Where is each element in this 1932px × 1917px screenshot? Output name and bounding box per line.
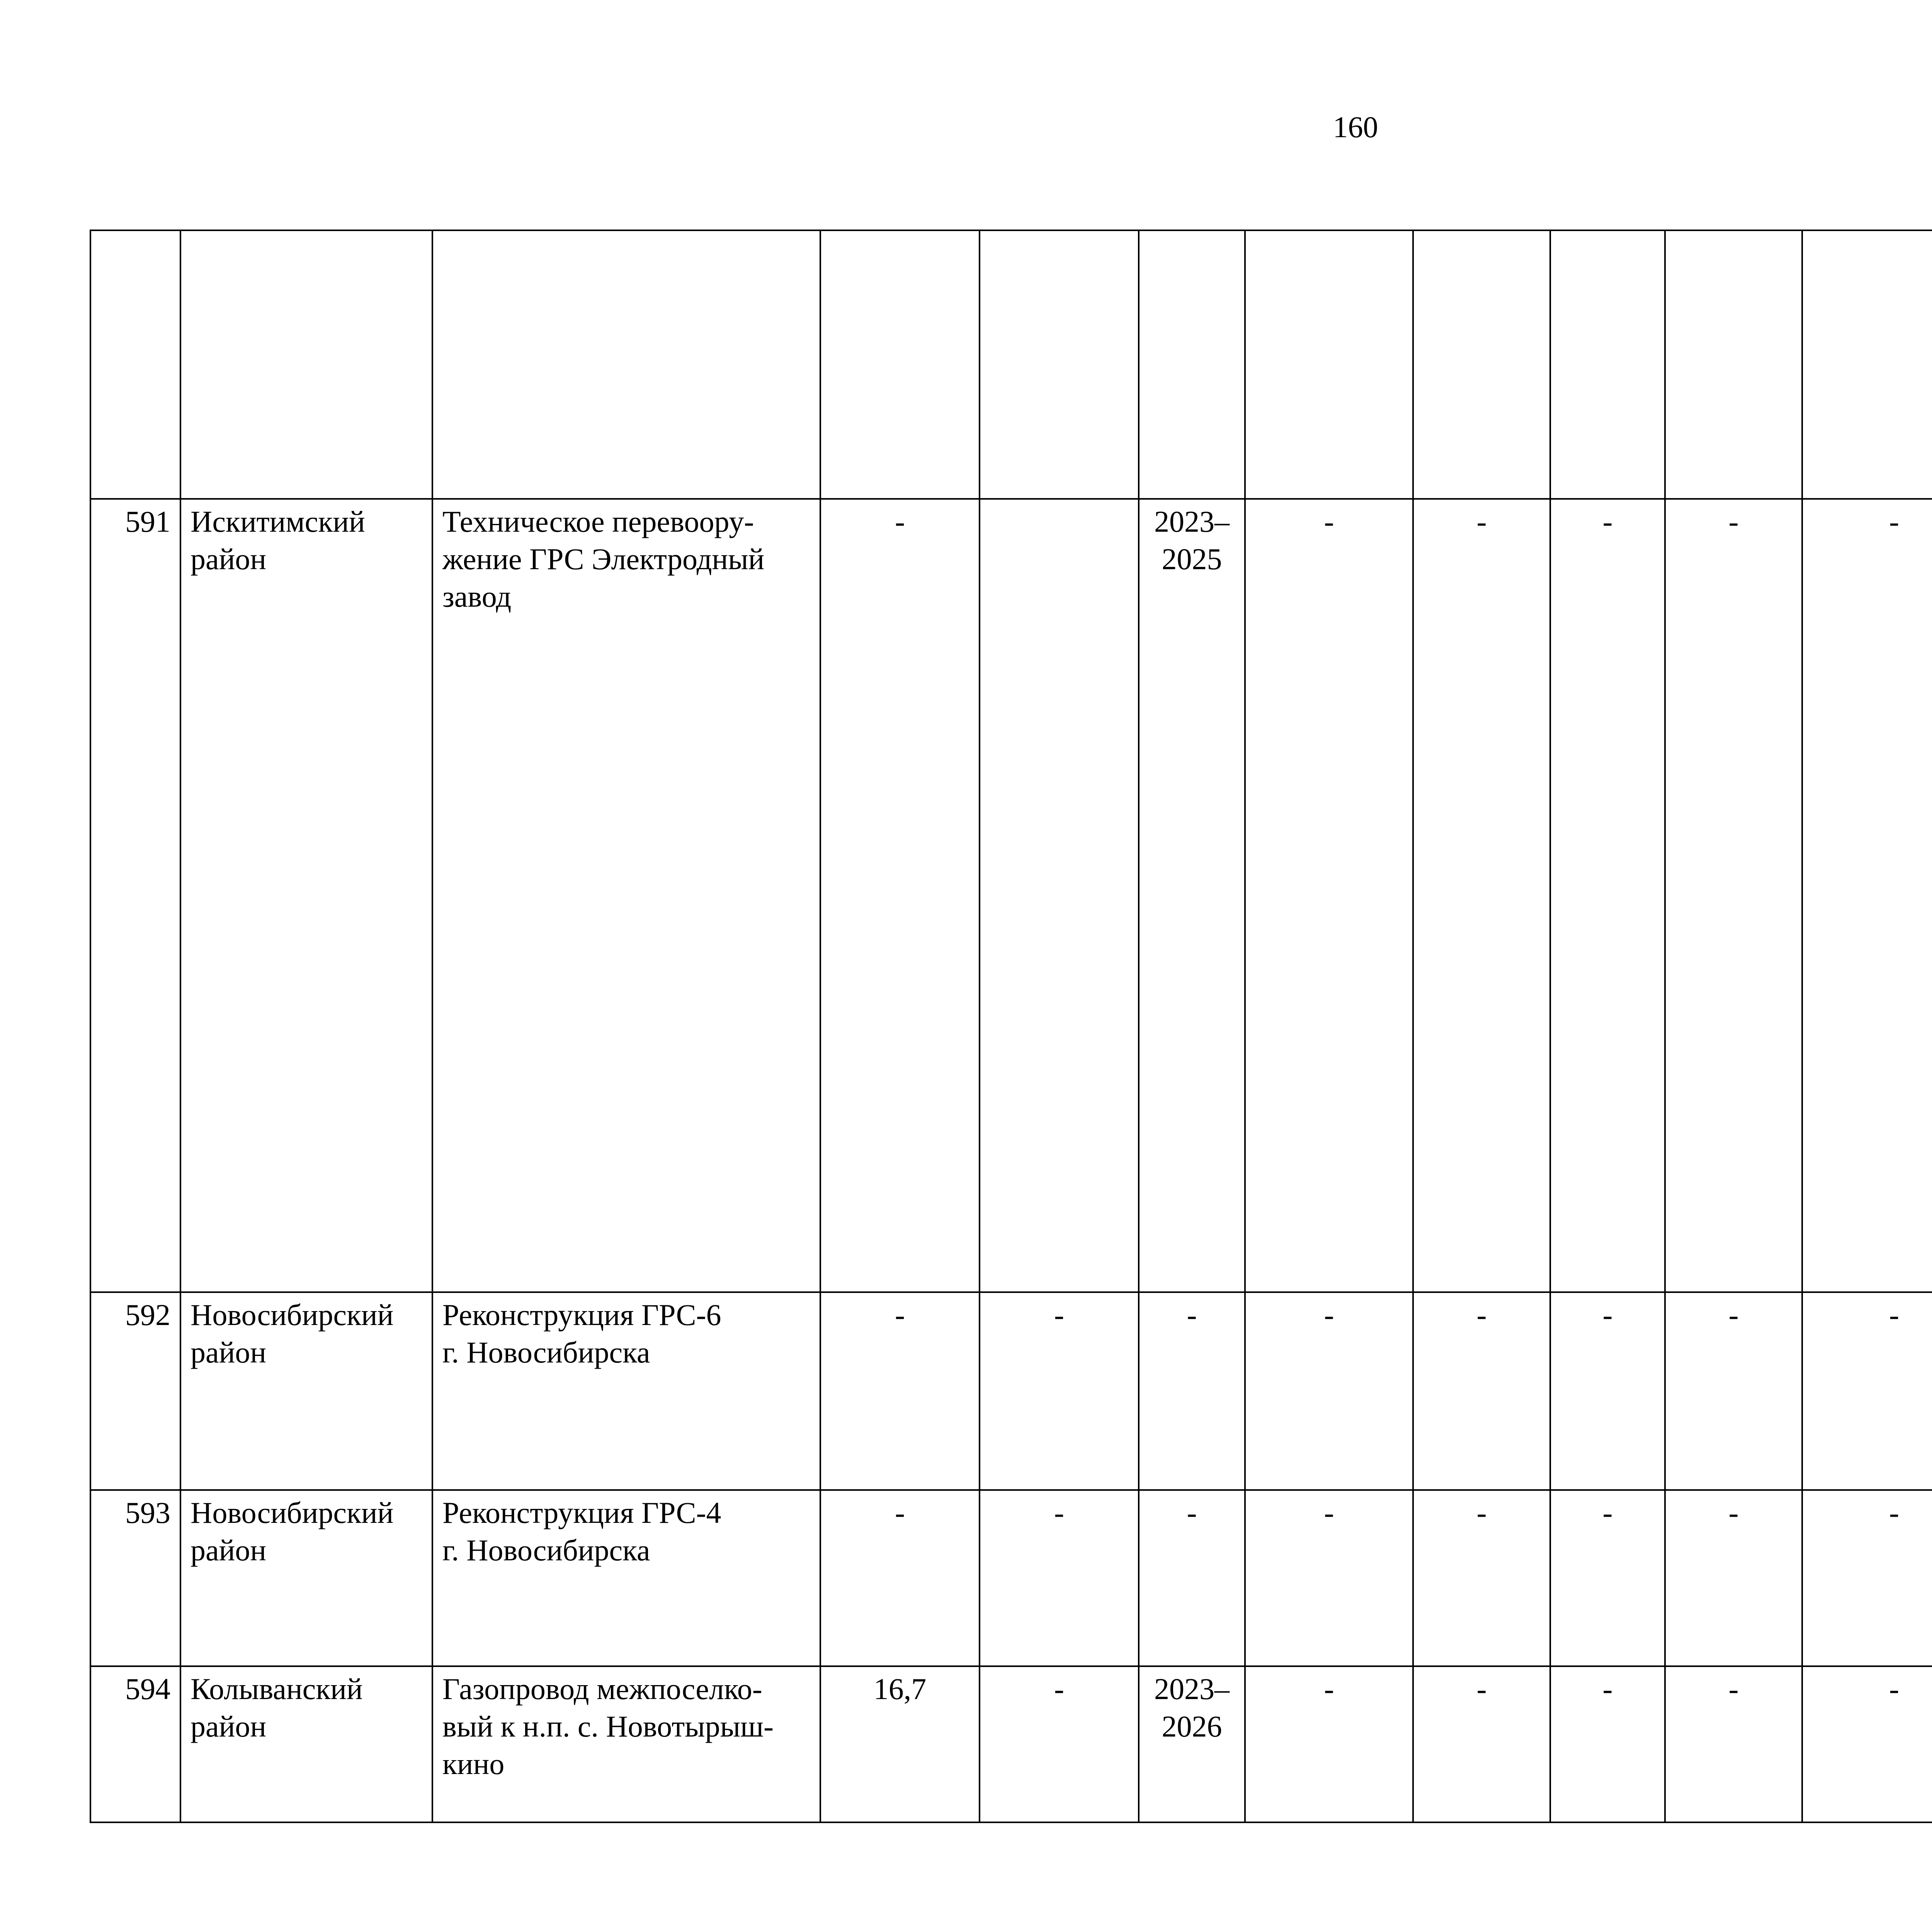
cell-col5 — [980, 499, 1139, 1292]
text-line: район — [190, 1533, 267, 1567]
cell-col5 — [980, 230, 1139, 499]
cell-object — [432, 499, 820, 1292]
cell-col9 — [1550, 230, 1665, 499]
cell-period — [1139, 1490, 1245, 1666]
text-line: Искитимский — [190, 505, 365, 538]
cell-period — [1139, 1292, 1245, 1490]
page-number: 160 — [1333, 110, 1378, 144]
cell-col8: - — [1413, 1666, 1550, 1822]
cell-col5: - — [980, 1490, 1139, 1666]
cell-object — [432, 230, 820, 499]
text-line: район — [190, 1335, 267, 1369]
cell-period — [1139, 230, 1245, 499]
cell-district — [180, 230, 432, 499]
cell-col10 — [1665, 230, 1802, 499]
text-line: - — [1187, 1496, 1197, 1529]
cell-col7 — [1245, 230, 1413, 499]
text-line: Новосибирский — [190, 1298, 394, 1332]
cell-col4 — [820, 230, 980, 499]
cell-object — [432, 1490, 820, 1666]
cell-col10: - — [1665, 1292, 1802, 1490]
text-line: г. Новосибирска — [442, 1533, 650, 1567]
cell-col9: - — [1550, 499, 1665, 1292]
cell-district — [180, 1292, 432, 1490]
table-row — [90, 499, 1932, 1292]
cell-col7: - — [1245, 1666, 1413, 1822]
cell-col8: - — [1413, 499, 1550, 1292]
cell-col9: - — [1550, 1292, 1665, 1490]
data-table — [90, 230, 1932, 1823]
cell-col7: - — [1245, 499, 1413, 1292]
text-line: Газопровод межпоселко- — [442, 1672, 762, 1706]
text-line: 2023– — [1154, 1672, 1230, 1706]
text-line: Новосибирский — [190, 1496, 394, 1529]
cell-col5: - — [980, 1666, 1139, 1822]
text-line: Реконструкция ГРС-4 — [442, 1496, 721, 1529]
cell-col9: - — [1550, 1666, 1665, 1822]
table-row — [90, 1490, 1932, 1666]
cell-object — [432, 1292, 820, 1490]
cell-col9: - — [1550, 1490, 1665, 1666]
cell-col8: - — [1413, 1490, 1550, 1666]
text-line: Реконструкция ГРС-6 — [442, 1298, 721, 1332]
cell-col4: - — [820, 1292, 980, 1490]
cell-number: 591 — [90, 499, 180, 1292]
cell-col8 — [1413, 230, 1550, 499]
text-line: завод — [442, 580, 512, 613]
cell-col11 — [1802, 230, 1932, 499]
cell-number: 592 — [90, 1292, 180, 1490]
cell-col8: - — [1413, 1292, 1550, 1490]
text-line: Техническое перевоору- — [442, 505, 754, 538]
table-row-continuation — [90, 230, 1932, 499]
table-row — [90, 1666, 1932, 1822]
cell-col4: 16,7 — [820, 1666, 980, 1822]
text-line: г. Новосибирска — [442, 1335, 650, 1369]
cell-col10: - — [1665, 1666, 1802, 1822]
cell-col11: - — [1802, 1490, 1932, 1666]
cell-col4: - — [820, 499, 980, 1292]
cell-district — [180, 1490, 432, 1666]
cell-period — [1139, 1666, 1245, 1822]
text-line: 2025 — [1162, 542, 1222, 576]
text-line: Колыванский — [190, 1672, 363, 1706]
cell-col10: - — [1665, 1490, 1802, 1666]
cell-district — [180, 499, 432, 1292]
cell-col10: - — [1665, 499, 1802, 1292]
cell-col7: - — [1245, 1292, 1413, 1490]
cell-number — [90, 230, 180, 499]
cell-col7: - — [1245, 1490, 1413, 1666]
cell-number: 594 — [90, 1666, 180, 1822]
text-line: 2026 — [1162, 1709, 1222, 1743]
cell-col11: - — [1802, 1666, 1932, 1822]
cell-col11: - — [1802, 499, 1932, 1292]
text-line: район — [190, 1709, 267, 1743]
text-line: кино — [442, 1747, 505, 1781]
cell-object — [432, 1666, 820, 1822]
cell-col5: - — [980, 1292, 1139, 1490]
cell-district — [180, 1666, 432, 1822]
cell-col11: - — [1802, 1292, 1932, 1490]
text-line: - — [1187, 1298, 1197, 1332]
text-line: район — [190, 542, 267, 576]
text-line: жение ГРС Электродный — [442, 542, 765, 576]
cell-col4: - — [820, 1490, 980, 1666]
text-line: вый к н.п. с. Новотырыш- — [442, 1709, 774, 1743]
table-row — [90, 1292, 1932, 1490]
cell-number: 593 — [90, 1490, 180, 1666]
cell-period — [1139, 499, 1245, 1292]
text-line: 2023– — [1154, 505, 1230, 538]
